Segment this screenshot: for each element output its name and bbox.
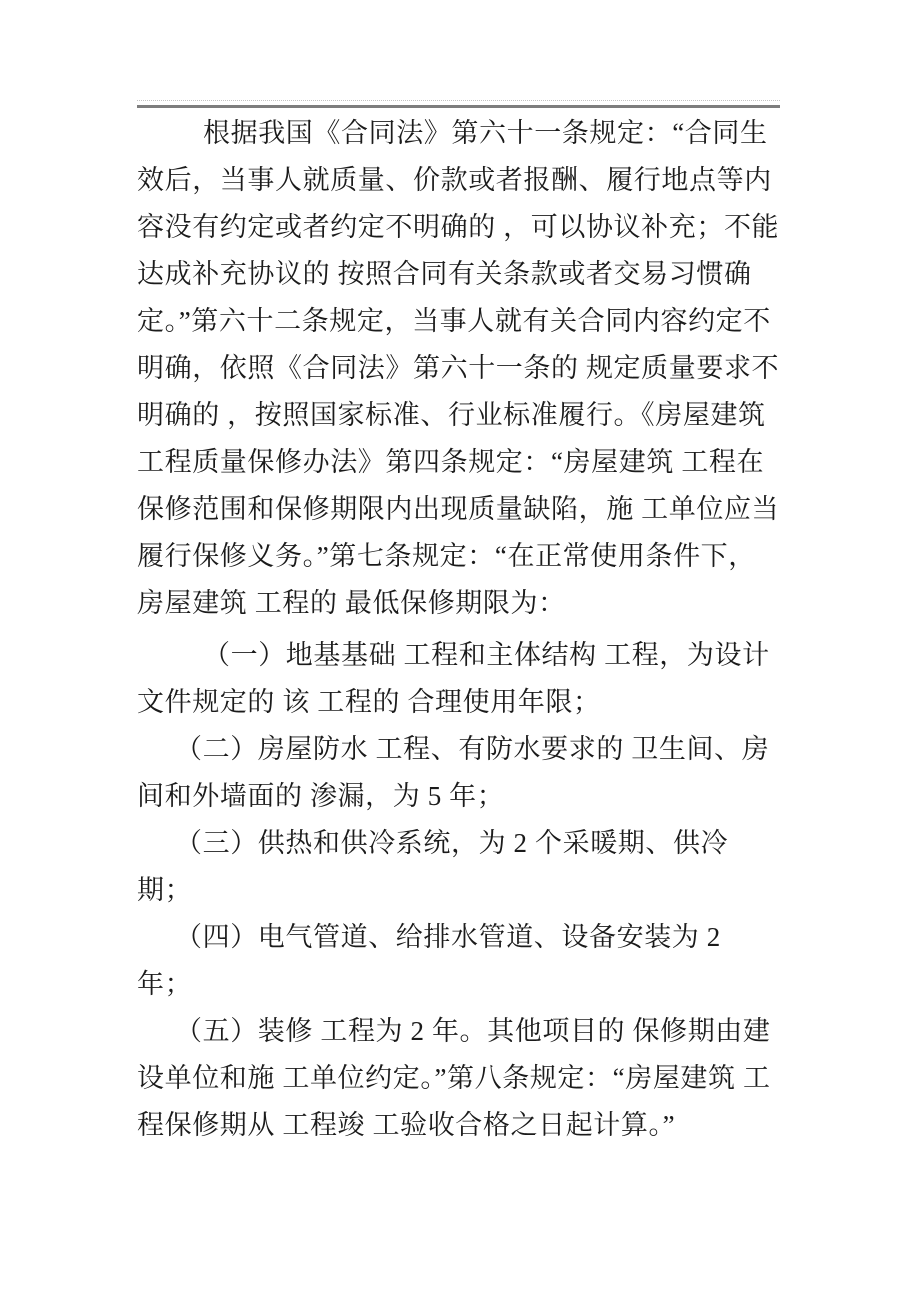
list-item-5-decoration-article8: （五）装修 工程为 2 年。其他项目的 保修期由建设单位和施 工单位约定。”第八条规定：“房屋建筑 工程保修期从 工程竣 工验收合格之日起计算。” (137, 1016, 771, 1140)
list-item-2-waterproofing: （二）房屋防水 工程、有防水要求的 卫生间、房间和外墙面的 渗漏，为 5 年； (137, 734, 770, 811)
document-body (137, 108, 780, 1149)
paragraph-contract-law-intro: 根据我国《合同法》第六十一条规定：“合同生效后，当事人就质量、价款或者报酬、履行地点等内容没有约定或者约定不明确的 ，可以协议补充；不能达成补充协议的 按照合同有关条款或者交易习惯确定。”第六十二条规定，当事人就有关合同内容约定不明确，依照《合同法》第六十一条的 规定质量要求不明确的 ，按照国家标准、行业标准履行。《房屋建筑 工程质量保修办法》第四条规定：“房屋建筑 工程在保修范围和保修期限内出现质量缺陷，施 工单位应当履行保修义务。”第七条规定：“在正常使用条件下，房屋建筑 工程的 最低保修期限为： (137, 118, 780, 618)
document-content-area (137, 100, 780, 1149)
list-item-3-heating-cooling: （三）供热和供冷系统，为 2 个采暖期、供冷期； (137, 828, 729, 905)
list-item-1-foundation-structure: （一）地基基础 工程和主体结构 工程，为设计文件规定的 该 工程的 合理使用年限； (137, 640, 770, 717)
list-item-4-pipes-equipment: （四）电气管道、给排水管道、设备安装为 2 年； (137, 922, 721, 999)
header-divider (137, 100, 780, 108)
